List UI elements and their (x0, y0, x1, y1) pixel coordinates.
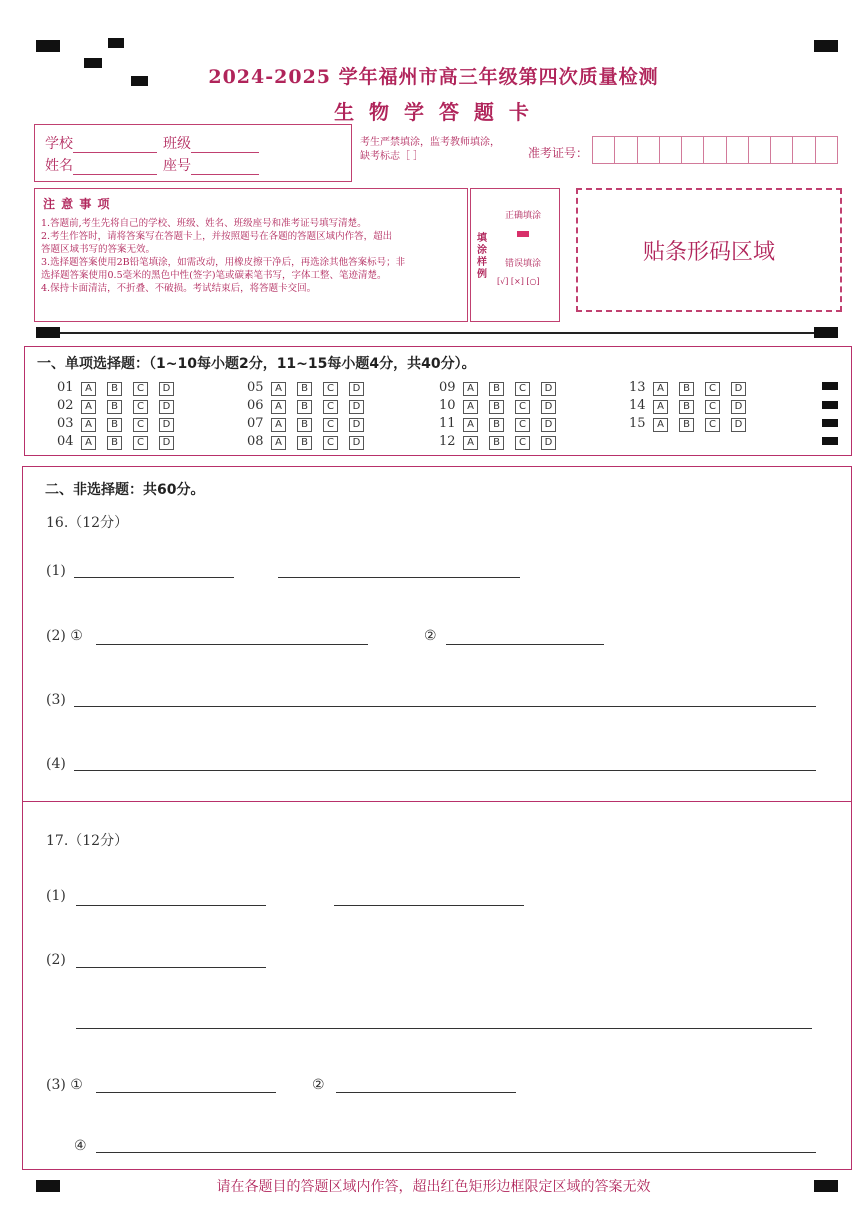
question-row: 08 A B C D (247, 434, 375, 450)
q17-part1-label: (1) (46, 888, 66, 904)
q16-part4-answer[interactable] (74, 770, 816, 771)
q16-divider (23, 801, 851, 802)
option-a[interactable]: A (81, 382, 96, 396)
option-c[interactable]: C (323, 436, 338, 450)
timing-mark (822, 401, 838, 409)
card-title: 生 物 学 答 题 卡 (334, 100, 533, 124)
option-b[interactable]: B (679, 418, 694, 432)
timing-mark (108, 38, 124, 48)
fill-example-box (470, 188, 560, 322)
timing-mark (36, 40, 60, 52)
timing-mark (36, 327, 60, 338)
option-c[interactable]: C (705, 418, 720, 432)
option-d[interactable]: D (349, 382, 364, 396)
q17-part2-answer-a[interactable] (76, 967, 266, 968)
school-field[interactable] (73, 138, 157, 153)
timing-mark (814, 1180, 838, 1192)
name-field[interactable] (73, 160, 157, 175)
question-row: 04 A B C D (57, 434, 185, 450)
timing-mark (814, 327, 838, 338)
option-c[interactable]: C (515, 418, 530, 432)
option-c[interactable]: C (515, 400, 530, 414)
option-c[interactable]: C (323, 418, 338, 432)
timing-mark (822, 382, 838, 390)
option-a[interactable]: A (81, 418, 96, 432)
exam-title: 2024-2025 学年福州市高三年级第四次质量检测 (208, 66, 659, 88)
question-row: 03 A B C D (57, 416, 185, 432)
q17-part1-answer-a[interactable] (76, 905, 266, 906)
option-a[interactable]: A (271, 436, 286, 450)
option-b[interactable]: B (107, 436, 122, 450)
option-d[interactable]: D (349, 400, 364, 414)
question-row: 15 A B C D (629, 416, 757, 432)
q16-part2-label: (2) ① (46, 628, 83, 644)
correct-fill-sample (517, 231, 529, 237)
wrong-fill-label: 错误填涂 (505, 259, 542, 269)
question-row: 05 A B C D (247, 380, 375, 396)
option-a[interactable]: A (463, 382, 478, 396)
option-c[interactable]: C (133, 382, 148, 396)
q16-heading: 16.（12分） (46, 515, 129, 531)
option-c[interactable]: C (705, 400, 720, 414)
option-b[interactable]: B (679, 382, 694, 396)
separator-line (36, 332, 836, 334)
option-d[interactable]: D (731, 382, 746, 396)
q17-part1-answer-b[interactable] (334, 905, 524, 906)
notice-title: 注 意 事 项 (43, 197, 111, 211)
option-d[interactable]: D (349, 418, 364, 432)
option-a[interactable]: A (653, 400, 668, 414)
option-b[interactable]: B (297, 400, 312, 414)
notice-item: 4.保持卡面清洁，不折叠、不破损。考试结束后，将答题卡交回。 (41, 283, 317, 294)
option-b[interactable]: B (107, 400, 122, 414)
exam-id-label: 准考证号： (528, 146, 589, 160)
question-row: 01 A B C D (57, 380, 185, 396)
fill-example-side-label: 填涂样例 (477, 233, 487, 280)
wrong-fill-sample: [√] [×] [○] (497, 277, 540, 286)
notice-box (34, 188, 468, 322)
name-label: 姓名 (45, 158, 73, 174)
q16-part2b-label: ② (424, 628, 437, 644)
option-b[interactable]: B (679, 400, 694, 414)
question-row: 09 A B C D (439, 380, 567, 396)
timing-mark (822, 437, 838, 445)
q16-part4-label: (4) (46, 756, 66, 772)
option-a[interactable]: A (653, 382, 668, 396)
option-a[interactable]: A (653, 418, 668, 432)
option-b[interactable]: B (297, 436, 312, 450)
timing-mark (814, 40, 838, 52)
section2-box (22, 466, 852, 1170)
option-d[interactable]: D (159, 418, 174, 432)
option-d[interactable]: D (159, 436, 174, 450)
notice-item: 1.答题前,考生先将自己的学校、班级、姓名、班级座号和准考证号填写清楚。 (41, 218, 367, 229)
option-b[interactable]: B (489, 382, 504, 396)
q16-part1-answer-a[interactable] (74, 577, 234, 578)
option-d[interactable]: D (541, 400, 556, 414)
q16-part1-label: (1) (46, 563, 66, 579)
option-c[interactable]: C (515, 382, 530, 396)
q17-part3-answer-2[interactable] (336, 1092, 516, 1093)
school-label: 学校 (45, 136, 73, 152)
question-row: 14 A B C D (629, 398, 757, 414)
option-c[interactable]: C (133, 436, 148, 450)
option-d[interactable]: D (349, 436, 364, 450)
footer-note: 请在各题目的答题区域内作答，超出红色矩形边框限定区域的答案无效 (216, 1179, 651, 1195)
option-a[interactable]: A (463, 400, 478, 414)
option-a[interactable]: A (463, 436, 478, 450)
exam-id-grid[interactable] (592, 136, 838, 164)
barcode-area (576, 188, 842, 312)
option-a[interactable]: A (271, 382, 286, 396)
question-row: 07 A B C D (247, 416, 375, 432)
option-b[interactable]: B (489, 400, 504, 414)
option-c[interactable]: C (323, 400, 338, 414)
option-b[interactable]: B (107, 382, 122, 396)
notice-item: 选择题答案使用0.5毫米的黑色中性(签字)笔或碳素笔书写，字体工整、笔迹清楚。 (41, 270, 387, 281)
option-a[interactable]: A (81, 436, 96, 450)
option-c[interactable]: C (133, 418, 148, 432)
option-d[interactable]: D (159, 382, 174, 396)
q16-part3-label: (3) (46, 692, 66, 708)
barcode-label: 贴条形码区域 (642, 239, 775, 265)
option-c[interactable]: C (133, 400, 148, 414)
section1-title: 一、单项选择题：（1~10每小题2分，11~15每小题4分，共40分）。 (37, 356, 476, 372)
q16-part2-answer-2[interactable] (446, 644, 604, 645)
option-b[interactable]: B (489, 436, 504, 450)
option-a[interactable]: A (271, 400, 286, 414)
question-row: 12 A B C D (439, 434, 567, 450)
notice-list (41, 217, 465, 295)
option-c[interactable]: C (515, 436, 530, 450)
class-label: 班级 (163, 136, 191, 152)
q17-part3-answer-1[interactable] (96, 1092, 276, 1093)
q16-part3-answer[interactable] (74, 706, 816, 707)
question-row: 13 A B C D (629, 380, 757, 396)
option-d[interactable]: D (541, 418, 556, 432)
seat-field[interactable] (191, 160, 259, 175)
absent-mark-box[interactable] (422, 152, 432, 164)
option-b[interactable]: B (107, 418, 122, 432)
notice-item: 2.考生作答时，请将答案写在答题卡上，并按照题号在各题的答题区域内作答，超出 (41, 231, 393, 242)
q16-part1-answer-b[interactable] (278, 577, 520, 578)
option-b[interactable]: B (297, 418, 312, 432)
q16-part2-answer-1[interactable] (96, 644, 368, 645)
option-d[interactable]: D (541, 436, 556, 450)
question-row: 10 A B C D (439, 398, 567, 414)
q17-part2-label: (2) (46, 952, 66, 968)
student-info-box (34, 124, 352, 182)
class-field[interactable] (191, 138, 259, 153)
option-b[interactable]: B (297, 382, 312, 396)
option-d[interactable]: D (159, 400, 174, 414)
option-d[interactable]: D (541, 382, 556, 396)
option-d[interactable]: D (731, 400, 746, 414)
option-c[interactable]: C (323, 382, 338, 396)
question-row: 11 A B C D (439, 416, 567, 432)
seat-label: 座号 (163, 158, 191, 174)
q17-part3-answer-4[interactable] (96, 1152, 816, 1153)
q17-part3c-label: ④ (74, 1138, 87, 1154)
timing-mark (822, 419, 838, 427)
q17-part2-answer-b[interactable] (76, 1028, 812, 1029)
q17-part3-label: (3) ① (46, 1077, 83, 1093)
q17-part3b-label: ② (312, 1077, 325, 1093)
q17-heading: 17.（12分） (46, 833, 129, 849)
option-a[interactable]: A (463, 418, 478, 432)
option-c[interactable]: C (705, 382, 720, 396)
correct-fill-label: 正确填涂 (505, 211, 542, 221)
option-d[interactable]: D (731, 418, 746, 432)
option-a[interactable]: A (271, 418, 286, 432)
notice-item: 3.选择题答案使用2B铅笔填涂，如需改动，用橡皮擦干净后，再选涂其他答案标号；非 (41, 257, 406, 268)
proctor-note: 考生严禁填涂，监考教师填涂， 缺考标志［ ］ (360, 137, 500, 162)
section2-title: 二、非选择题：共60分。 (45, 482, 205, 498)
question-row: 06 A B C D (247, 398, 375, 414)
option-a[interactable]: A (81, 400, 96, 414)
question-row: 02 A B C D (57, 398, 185, 414)
option-b[interactable]: B (489, 418, 504, 432)
notice-item: 答题区域书写的答案无效。 (41, 244, 156, 255)
